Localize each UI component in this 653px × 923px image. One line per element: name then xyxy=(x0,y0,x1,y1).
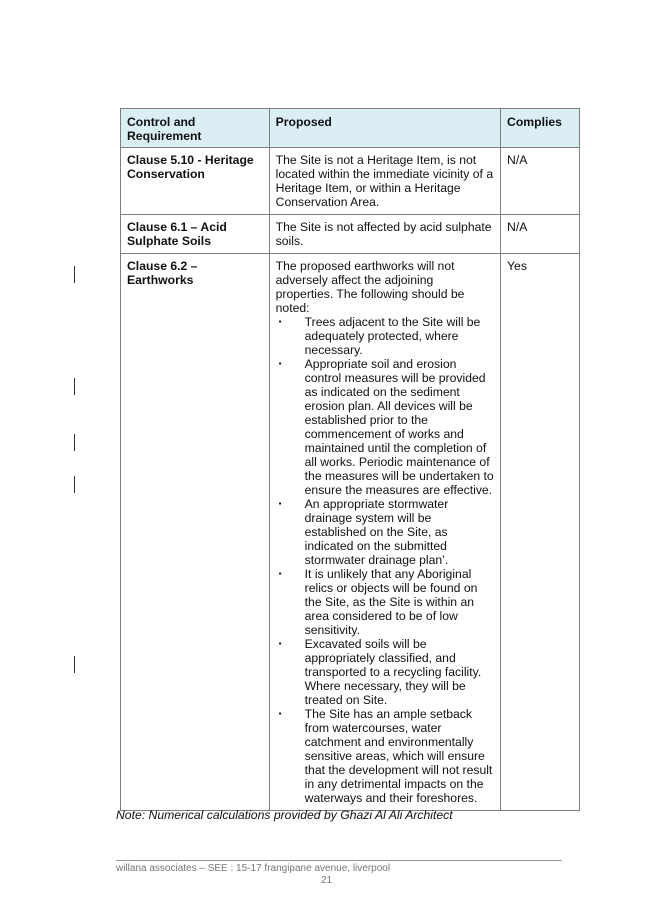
change-bar xyxy=(74,266,75,283)
bullet-icon: ▪ xyxy=(278,569,282,578)
change-bar xyxy=(74,378,75,395)
change-bar xyxy=(74,656,75,673)
proposed-intro: The proposed earthworks will not adversely affect the adjoining properties. The following should be noted: xyxy=(275,259,465,315)
header-complies: Complies xyxy=(501,109,580,148)
table-row xyxy=(121,254,580,811)
row-complies: N/A xyxy=(501,148,580,215)
row-proposed: The Site is not affected by acid sulphate soils. xyxy=(269,215,500,254)
change-bar xyxy=(74,476,75,493)
compliance-table xyxy=(120,108,580,811)
list-item: ▪ It is unlikely that any Aboriginal relics or objects will be found on the Site, as the Site is within an area considered to be of low sensitivity. xyxy=(278,567,478,637)
table-header-row xyxy=(121,109,580,148)
bullet-icon: ▪ xyxy=(278,359,282,368)
table-row xyxy=(121,148,580,215)
header-control: Control and Requirement xyxy=(121,109,270,148)
footer-text: willana associates – SEE : 15-17 frangipane avenue, liverpool xyxy=(116,863,391,874)
row-control: Clause 6.1 – Acid Sulphate Soils xyxy=(121,215,270,254)
bullet-icon: ▪ xyxy=(278,499,282,508)
row-proposed: The Site is not a Heritage Item, is not located within the immediate vicinity of a Heritage Item, or within a Heritage Conservation Area. xyxy=(269,148,500,215)
header-proposed: Proposed xyxy=(269,109,500,148)
table-row xyxy=(121,215,580,254)
change-bar xyxy=(74,434,75,451)
row-complies: N/A xyxy=(501,215,580,254)
list-item: ▪ The Site has an ample setback from watercourses, water catchment and environmentally sensitive areas, which will ensure that the development will not result in any detrimental impacts on the waterways and their foreshores. xyxy=(278,707,493,805)
list-item: ▪ Excavated soils will be appropriately classified, and transported to a recycling facility. Where necessary, they will be treated on Site. xyxy=(278,637,482,707)
bullet-icon: ▪ xyxy=(278,709,282,718)
row-control: Clause 5.10 - Heritage Conservation xyxy=(121,148,270,215)
list-item: ▪ Appropriate soil and erosion control measures will be provided as indicated on the sediment erosion plan. All devices will be established prior to the commencement of works and maintained until the completion of all works. Periodic maintenance of the measures will be undertaken to ensure the measures are effective. xyxy=(278,357,494,497)
list-item: ▪ Trees adjacent to the Site will be adequately protected, where necessary. xyxy=(278,315,481,357)
footer-divider xyxy=(116,860,562,861)
bullet-icon: ▪ xyxy=(278,317,282,326)
list-item: ▪ An appropriate stormwater drainage system will be established on the Site, as indicated on the submitted stormwater drainage plan’. xyxy=(278,497,449,567)
earthworks-bullet-list xyxy=(276,315,494,805)
row-control: Clause 6.2 – Earthworks xyxy=(121,254,270,811)
row-proposed xyxy=(269,254,500,811)
page-number: 21 xyxy=(320,875,333,886)
row-complies: Yes xyxy=(501,254,580,811)
bullet-icon: ▪ xyxy=(278,639,282,648)
note: Note: Numerical calculations provided by Ghazi Al Ali Architect xyxy=(116,808,453,822)
